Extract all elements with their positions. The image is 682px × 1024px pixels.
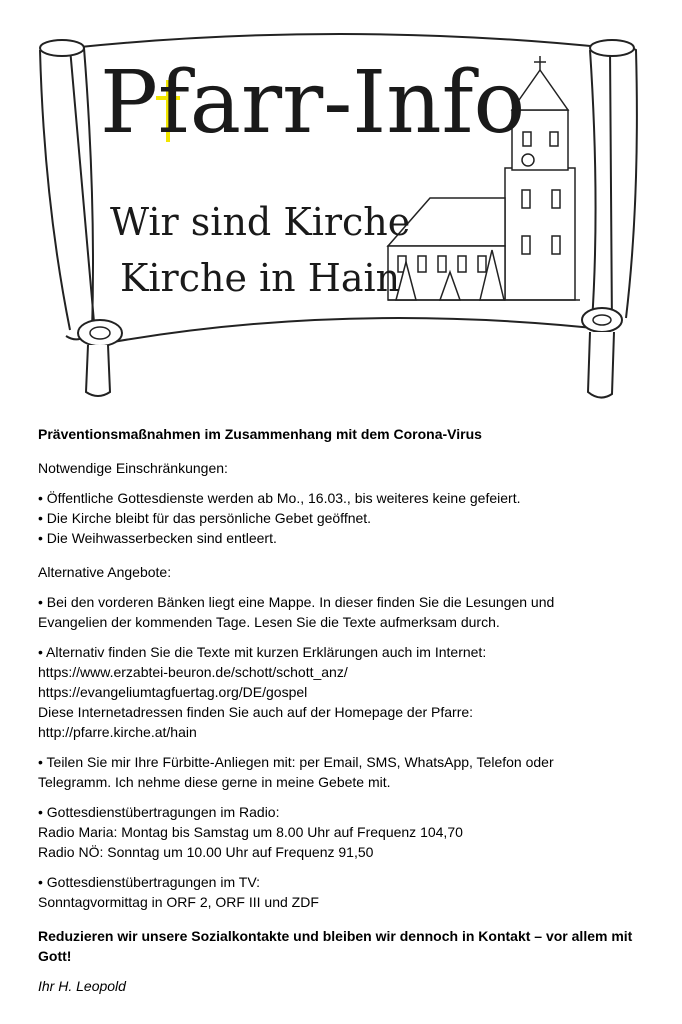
list-item: • Die Kirche bleibt für das persönliche Gebet geöffnet. <box>38 510 372 526</box>
banner-subtitle-1: Wir sind Kirche <box>110 200 411 244</box>
restrictions-label: Notwendige Einschränkungen: <box>38 460 228 476</box>
pfarr-info-banner <box>0 0 682 410</box>
list-item: • Teilen Sie mir Ihre Fürbitte-Anliegen mit: per Email, SMS, WhatsApp, Telefon oder <box>38 754 554 770</box>
list-item-continued: Radio Maria: Montag bis Samstag um 8.00 Uhr auf Frequenz 104,70 <box>38 824 463 840</box>
alternative-fuerbitte <box>38 752 648 792</box>
link-schott[interactable]: https://www.erzabtei-beuron.de/schott/schott_anz/ <box>38 664 348 680</box>
list-item: • Die Weihwasserbecken sind entleert. <box>38 530 277 546</box>
list-item: • Öffentliche Gottesdienste werden ab Mo., 16.03., bis weiteres keine gefeiert. <box>38 490 521 506</box>
list-item-continued: Evangelien der kommenden Tage. Lesen Sie die Texte aufmerksam durch. <box>38 614 500 630</box>
alternative-radio <box>38 802 648 862</box>
list-item: • Gottesdienstübertragungen im TV: <box>38 874 261 890</box>
link-pfarre[interactable]: http://pfarre.kirche.at/hain <box>38 724 197 740</box>
banner-title <box>100 53 526 153</box>
list-item: • Gottesdienstübertragungen im Radio: <box>38 804 280 820</box>
notice-heading: Präventionsmaßnahmen im Zusammenhang mit dem Corona-Virus <box>38 426 482 442</box>
title-part-f: f <box>157 53 190 153</box>
closing-line: Gott! <box>38 948 72 964</box>
alternative-tv <box>38 872 648 912</box>
closing-statement <box>38 926 648 966</box>
list-item-continued: Radio NÖ: Sonntag um 10.00 Uhr auf Frequenz 91,50 <box>38 844 374 860</box>
list-item-continued: Telegramm. Ich nehme diese gerne in meine Gebete mit. <box>38 774 391 790</box>
list-item-continued: Sonntagvormittag in ORF 2, ORF III und ZDF <box>38 894 319 910</box>
notice-content <box>38 424 648 996</box>
title-part-p: P <box>100 53 158 153</box>
signature: Ihr H. Leopold <box>38 978 126 994</box>
restrictions-list <box>38 488 648 548</box>
link-evangelium[interactable]: https://evangeliumtagfuertag.org/DE/gospel <box>38 684 308 700</box>
list-item: • Alternativ finden Sie die Texte mit kurzen Erklärungen auch im Internet: <box>38 644 487 660</box>
alternatives-label: Alternative Angebote: <box>38 564 172 580</box>
closing-line: Reduzieren wir unsere Sozialkontakte und bleiben wir dennoch in Kontakt – vor allem mit <box>38 928 633 944</box>
list-item: • Bei den vorderen Bänken liegt eine Mappe. In dieser finden Sie die Lesungen und <box>38 594 555 610</box>
alternative-mappe <box>38 592 648 632</box>
list-item-continued: Diese Internetadressen finden Sie auch auf der Homepage der Pfarre: <box>38 704 474 720</box>
title-part-rest: arr-Info <box>189 53 526 153</box>
banner-subtitle-2: Kirche in Hain <box>120 256 401 300</box>
alternative-internet <box>38 642 648 742</box>
